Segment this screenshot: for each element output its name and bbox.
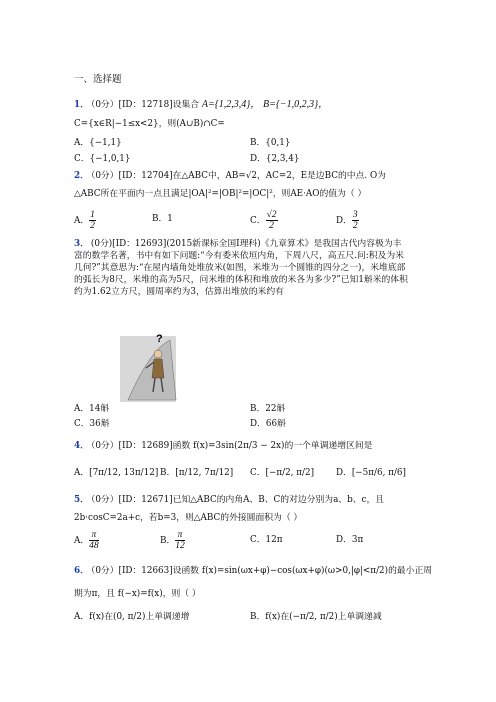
q5-line2: 2b·cosC=2a+c，若b=3，则△ABC的外接圆面积为（ ） — [74, 513, 303, 523]
q2-option-a[interactable] — [74, 210, 96, 231]
q2-option-c[interactable] — [250, 210, 278, 231]
q4-line1: （0分）[ID：12689]函数 f(x)=3sin(2π/3 − 2x)的一个单调递增区间是 — [90, 441, 373, 451]
q5-option-b[interactable] — [160, 530, 185, 551]
q3-option-a[interactable]: A．14斛 — [74, 404, 110, 414]
q2-option-d-fraction — [352, 210, 359, 231]
q3-option-c[interactable]: C．36斛 — [74, 419, 110, 429]
q2-option-a-label: A． — [74, 216, 90, 226]
q3-option-b[interactable]: B．22斛 — [250, 404, 286, 414]
q1-stem-line1 — [74, 99, 328, 112]
q1-line1: （0分）[ID：12718]设集合 — [90, 100, 200, 110]
q1-set-a: A={1,2,3,4}， — [201, 99, 261, 110]
q5-option-a-label: A． — [74, 536, 90, 546]
q2-line1: （0分）[ID：12704]在△ABC中，AB=√2，AC=2，E是边BC的中点. O为 — [90, 171, 386, 181]
q1-line2: C={x∈R|−1≤x<2}，则(A∪B)∩C= — [74, 119, 225, 129]
q5-option-a-numerator: π — [89, 530, 99, 541]
q5-option-a-fraction — [89, 530, 99, 551]
q2-option-c-fraction — [266, 210, 278, 231]
q2-option-c-denominator: 2 — [269, 221, 274, 231]
q5-option-a-denominator: 48 — [89, 541, 99, 551]
q2-option-d-numerator: 3 — [352, 210, 358, 220]
q6-option-b[interactable]: B．f(x)在(−π/2, π/2)上单调递减 — [250, 612, 382, 622]
q6-option-a[interactable]: A．f(x)在(0, π/2)上单调递增 — [74, 612, 190, 622]
q2-option-a-numerator: 1 — [90, 210, 95, 220]
q4-option-b[interactable]: B．[π/12, 7π/12] — [160, 468, 234, 478]
q4-stem — [74, 441, 372, 452]
q2-option-a-denominator: 2 — [90, 221, 95, 231]
q3-text: (0分)[ID：12693](2015新课标全国Ⅰ理科)《九章算术》是我国古代内容极为丰富的数学名著，书中有如下问题:“今有委米依垣内角，下周八尺，高五尺.问:积及为米几何?”其意思为:“在屋内墙角处堆放米(如图，米堆为一个圆锥的四分之一)，米堆底部的弧长为8尺，米堆的高为5尺，问米堆的体积和堆放的米各为多少?”已知1斛米的体积约为1.62立方尺，圆周率约为3，估算出堆放的米约有 — [74, 239, 408, 297]
q3-stem — [74, 238, 409, 298]
q2-line2: △ABC所在平面内一点且满足|OA|²=|OB|²=|OC|²，则AE·AO的值为（ ） — [74, 189, 367, 199]
q2-option-c-numerator: √2 — [266, 210, 277, 220]
q3-number: 3． — [74, 239, 89, 249]
q5-option-b-label: B． — [160, 536, 176, 546]
q6-line2: 期为π，且 f(−x)=f(x)，则（ ） — [74, 589, 201, 599]
q2-option-c-label: C． — [250, 216, 266, 226]
q5-option-c[interactable]: C．12π — [250, 535, 283, 545]
q2-stem-line1 — [74, 171, 386, 182]
q3-option-d[interactable]: D．66斛 — [250, 419, 286, 429]
q1-number: 1． — [74, 100, 89, 110]
q5-option-b-denominator: 12 — [175, 541, 185, 551]
q2-number: 2． — [74, 171, 89, 181]
q5-number: 5． — [74, 495, 89, 505]
q2-option-a-fraction — [89, 210, 96, 231]
person-head — [154, 350, 162, 358]
question-mark: ? — [156, 333, 163, 345]
q5-option-d[interactable]: D．3π — [336, 535, 364, 545]
q4-option-a[interactable]: A．[7π/12, 13π/12] — [74, 468, 159, 478]
q5-option-a[interactable] — [74, 530, 99, 551]
q2-option-b[interactable]: B．1 — [152, 214, 173, 224]
q2-option-d-label: D． — [336, 216, 352, 226]
q5-stem-line1 — [74, 495, 384, 506]
q5-option-b-numerator: π — [175, 530, 185, 541]
q2-option-d-denominator: 2 — [352, 221, 358, 231]
q6-number: 6． — [74, 566, 89, 576]
rice-pile-figure — [120, 330, 190, 402]
q4-option-d[interactable]: D．[−5π/6, π/6] — [336, 468, 406, 478]
q1-option-c[interactable]: C．{−1,0,1} — [74, 154, 131, 164]
q6-stem-line1 — [74, 566, 432, 577]
q4-number: 4． — [74, 441, 89, 451]
section-title: 一、选择题 — [74, 74, 122, 85]
q1-option-a[interactable]: A．{−1,1} — [74, 138, 122, 148]
q6-line1: （0分）[ID：12663]设函数 f(x)=sin(ωx+φ)−cos(ωx+φ)(ω>0,|φ|<π/2)的最小正周 — [90, 566, 433, 576]
q2-option-d[interactable] — [336, 210, 359, 231]
q5-line1: （0分）[ID：12671]已知△ABC的内角A、B、C的对边分别为a、b、c，且 — [90, 495, 385, 505]
q1-option-d[interactable]: D．{2,3,4} — [250, 154, 300, 164]
q1-option-b[interactable]: B．{0,1} — [250, 138, 291, 148]
q4-option-c[interactable]: C．[−π/2, π/2] — [250, 468, 315, 478]
q1-set-b: B={−1,0,2,3}， — [263, 99, 329, 110]
q5-option-b-fraction — [175, 530, 185, 551]
